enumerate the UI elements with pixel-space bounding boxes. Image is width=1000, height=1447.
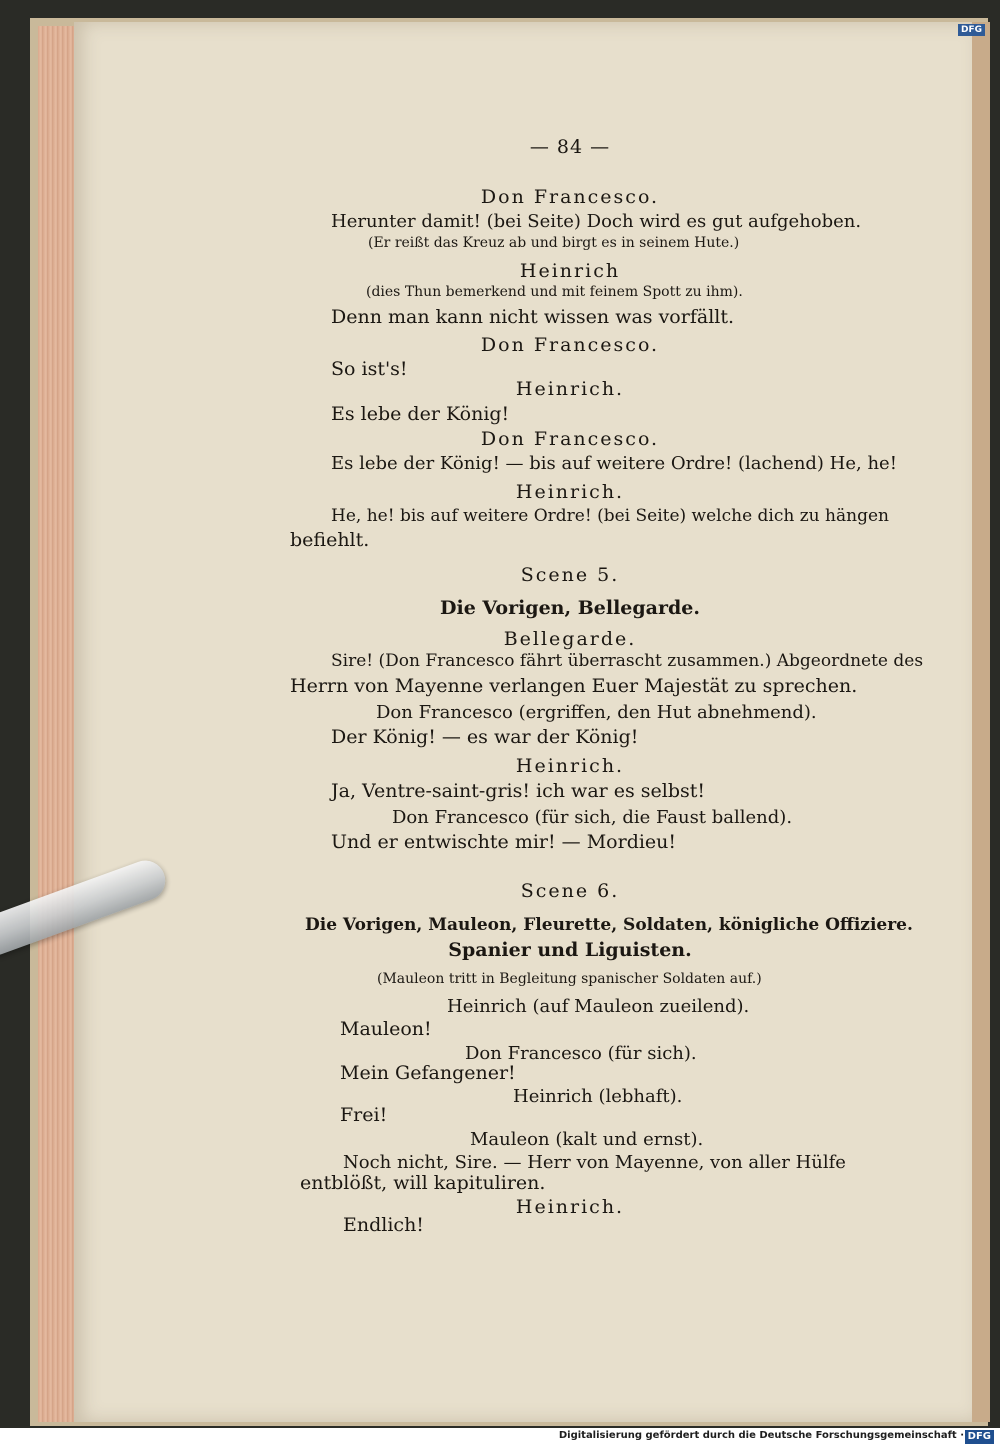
speaker-name: Heinrich — [519, 260, 621, 282]
speaker-name: Heinrich. — [515, 378, 625, 400]
dialogue-line: Ja, Ventre-saint-gris! ich war es selbst! — [331, 780, 706, 802]
dialogue-line: Herunter damit! (bei Seite) Doch wird es gut aufgehoben. — [331, 211, 862, 232]
speaker-name: Heinrich. — [515, 1196, 625, 1218]
dialogue-line: befiehlt. — [290, 529, 370, 551]
speaker-name: Heinrich (lebhaft). — [513, 1086, 683, 1107]
scene-characters: Die Vorigen, Mauleon, Fleurette, Soldaten, königliche Offiziere. — [305, 915, 913, 935]
stage-direction: (Mauleon tritt in Begleitung spanischer Soldaten auf.) — [377, 971, 762, 987]
scene-characters: Die Vorigen, Bellegarde. — [440, 597, 700, 619]
dialogue-line: He, he! bis auf weitere Ordre! (bei Seite) welche dich zu hängen — [331, 506, 889, 526]
dialogue-line: Noch nicht, Sire. — Herr von Mayenne, von aller Hülfe — [343, 1152, 846, 1173]
dialogue-line: Es lebe der König! — [331, 403, 510, 425]
speaker-name: Don Francesco (ergriffen, den Hut abnehmend). — [376, 702, 817, 723]
page-number: — 84 — — [529, 136, 611, 158]
speaker-name: Heinrich. — [515, 755, 625, 777]
speaker-name: Don Francesco. — [480, 186, 660, 208]
scene-characters: Spanier und Liguisten. — [448, 939, 692, 961]
dialogue-line: Sire! (Don Francesco fährt überrascht zusammen.) Abgeordnete des — [331, 651, 924, 671]
dialogue-line: Denn man kann nicht wissen was vorfällt. — [331, 306, 735, 328]
stage-direction: (Er reißt das Kreuz ab und birgt es in seinem Hute.) — [368, 235, 740, 251]
stage-direction: (dies Thun bemerkend und mit feinem Spott zu ihm). — [366, 284, 743, 300]
speaker-name: Don Francesco. — [480, 334, 660, 356]
dialogue-line: Es lebe der König! — bis auf weitere Ordre! (lachend) He, he! — [331, 453, 897, 474]
dialogue-line: Herrn von Mayenne verlangen Euer Majestät zu sprechen. — [290, 675, 858, 697]
dialogue-line: Und er entwischte mir! — Mordieu! — [331, 831, 677, 853]
dfg-corner-logo: DFG — [958, 24, 985, 36]
speaker-name: Mauleon (kalt und ernst). — [470, 1129, 704, 1150]
dialogue-line: Mauleon! — [340, 1018, 432, 1040]
speaker-name: Don Francesco (für sich, die Faust ballend). — [392, 807, 793, 828]
dialogue-line: Mein Gefangener! — [340, 1062, 516, 1084]
dfg-logo: DFG — [965, 1430, 994, 1444]
dialogue-line: Endlich! — [343, 1214, 424, 1236]
speaker-name: Heinrich (auf Mauleon zueilend). — [447, 996, 750, 1017]
dialogue-line: Frei! — [340, 1104, 388, 1126]
speaker-name: Heinrich. — [515, 481, 625, 503]
speaker-name: Don Francesco. — [480, 428, 660, 450]
dialogue-line: Der König! — es war der König! — [331, 726, 639, 748]
dialogue-line: So ist's! — [331, 358, 408, 380]
funding-credit: Digitalisierung gefördert durch die Deutsche Forschungsgemeinschaft · — [558, 1430, 964, 1441]
speaker-name: Don Francesco (für sich). — [465, 1043, 697, 1064]
scene-heading: Scene 5. — [520, 564, 620, 586]
speaker-name: Bellegarde. — [503, 628, 637, 650]
scene-heading: Scene 6. — [520, 880, 620, 902]
dialogue-line: entblößt, will kapituliren. — [300, 1172, 546, 1194]
